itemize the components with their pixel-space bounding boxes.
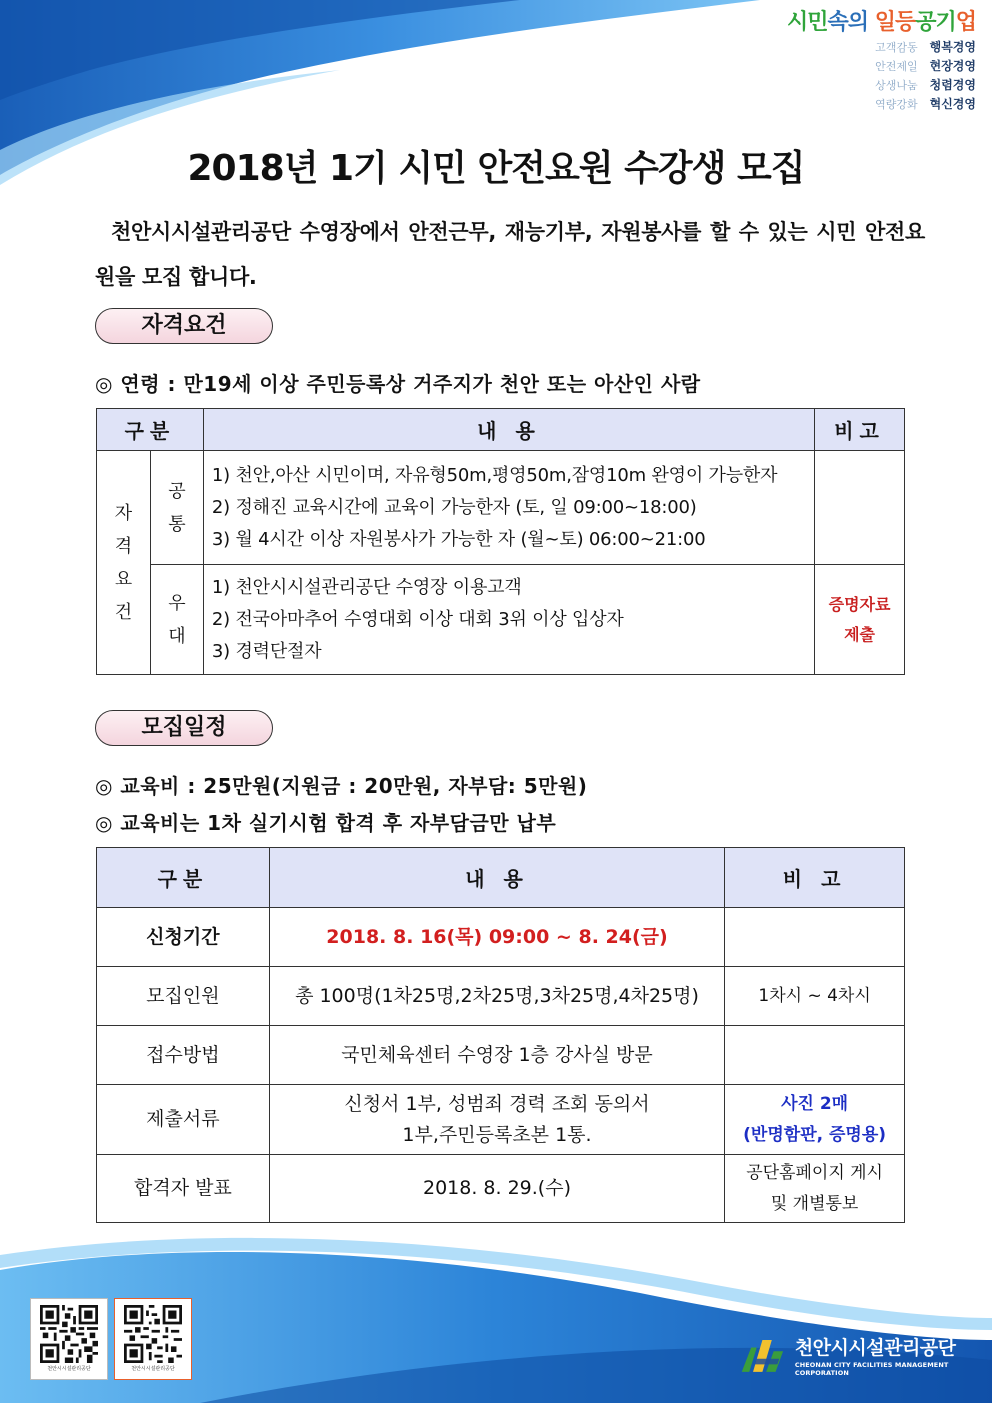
slogan-row [787, 76, 976, 95]
row-label-char: 통 [168, 513, 186, 535]
slogan-sub: 고객감동 [875, 41, 918, 54]
row-content [269, 967, 724, 1026]
list-item: 2) 정해진 교육시간에 교육이 가능한자 (토, 일 09:00~18:00) [211, 496, 697, 518]
logo-name-english: CHEONAN CITY FACILITIES MANAGEMENT CORPORATION [794, 1361, 949, 1377]
row-label: 접수방법 [97, 1026, 270, 1085]
row-label: 합격자 발표 [97, 1155, 270, 1223]
fee-info: ◎ 교육비 : 25만원(지원금 : 20만원, 자부담: 5만원) [95, 774, 588, 798]
row-note [815, 565, 905, 675]
intro-text: 천안시시설관리공단 수영장에서 안전근무, 재능기부, 자원봉사를 할 수 있는 시민 안전요원을 모집 합니다. [95, 220, 925, 289]
qr-code-1[interactable] [30, 1298, 108, 1380]
row-label-preferred [150, 565, 203, 675]
note-line: 증명자료 [828, 594, 891, 614]
header-content: 내 용 [203, 409, 814, 451]
table-row [97, 1155, 905, 1223]
slogan-row [787, 57, 976, 76]
row-label-char: 공 [168, 480, 186, 502]
header-note: 비 고 [725, 848, 905, 908]
slogan-value: 현장경영 [929, 59, 976, 73]
schedule-table [96, 847, 905, 1223]
row-content [269, 1155, 724, 1223]
slogan-sub: 상생나눔 [875, 79, 918, 92]
table-row [97, 565, 905, 675]
table-header-row [97, 848, 905, 908]
header-category: 구분 [97, 409, 204, 451]
slogan-block [787, 8, 976, 114]
table-row [97, 908, 905, 967]
qr-code-icon [37, 1305, 101, 1363]
row-note [725, 1085, 905, 1155]
content-line: 2018. 8. 16(목) 09:00 ~ 8. 24(금) [326, 925, 668, 948]
slogan-main [787, 8, 976, 38]
slogan-part: 시민 [787, 10, 828, 35]
organization-logo [738, 1333, 992, 1377]
section-heading-qualifications: 자격요건 [95, 308, 273, 344]
group-label-char: 자 [114, 502, 133, 524]
content-line: 1부,주민등록초본 1통. [402, 1123, 592, 1146]
row-label-char: 우 [168, 592, 186, 614]
logo-name-korean: 천안시시설관리공단 [794, 1337, 956, 1359]
slogan-value: 청렴경영 [929, 78, 976, 92]
logo-text [795, 1333, 992, 1377]
note-line: (반명함판, 증명용) [743, 1124, 887, 1145]
row-note [725, 967, 905, 1026]
qr-code-icon [121, 1305, 185, 1363]
group-label-char: 격 [114, 535, 133, 557]
qr-caption: 천안시시설관리공단 [131, 1366, 175, 1372]
list-item: 2) 전국아마추어 수영대회 이상 대회 3위 이상 입상자 [211, 608, 624, 630]
qr-caption: 천안시시설관리공단 [47, 1366, 91, 1372]
row-label-common [150, 451, 203, 565]
row-label-char: 대 [168, 625, 186, 647]
row-note [725, 1155, 905, 1223]
note-line: 및 개별통보 [770, 1193, 859, 1214]
slogan-part: 업 [955, 10, 976, 35]
table-row [97, 1026, 905, 1085]
table-row [97, 451, 905, 565]
content-line: 2018. 8. 29.(수) [422, 1177, 571, 1199]
slogan-row [787, 38, 976, 57]
table-row [97, 1085, 905, 1155]
row-label: 제출서류 [97, 1085, 270, 1155]
content-line: 총 100명(1차25명,2차25명,3차25명,4차25명) [295, 984, 699, 1007]
table-row [97, 967, 905, 1026]
slogan-value: 행복경영 [929, 40, 976, 54]
qr-code-2[interactable] [114, 1298, 192, 1380]
note-line: 공단홈페이지 게시 [746, 1162, 883, 1183]
row-note [815, 451, 905, 565]
row-label: 신청기간 [97, 908, 270, 967]
list-item: 1) 천안,아산 시민이며, 자유형50m,평영50m,잠영10m 완영이 가능한자 [211, 464, 778, 486]
row-note [725, 1026, 905, 1085]
group-label [97, 451, 151, 675]
slogan-row [787, 95, 976, 114]
list-item: 1) 천안시시설관리공단 수영장 이용고객 [211, 576, 522, 598]
row-note [725, 908, 905, 967]
header-category: 구분 [97, 848, 270, 908]
row-content [269, 1026, 724, 1085]
common-requirements [203, 451, 814, 565]
row-content [269, 1085, 724, 1155]
row-content [269, 908, 724, 967]
table-header-row [97, 409, 905, 451]
section-heading-schedule: 모집일정 [95, 710, 273, 746]
list-item: 3) 월 4시간 이상 자원봉사가 가능한 자 (월~토) 06:00~21:00 [211, 528, 706, 550]
list-item: 3) 경력단절자 [211, 640, 322, 662]
slogan-part: 일등 [874, 10, 916, 35]
row-label: 모집인원 [97, 967, 270, 1026]
page-title: 2018년 1기 시민 안전요원 수강생 모집 [187, 148, 805, 189]
group-label-char: 건 [114, 601, 133, 623]
organization-emblem-icon [738, 1333, 787, 1377]
slogan-part: 공기 [915, 10, 956, 35]
slogan-part: 속의 [827, 10, 875, 35]
note-line: 1차시 ~ 4차시 [758, 985, 871, 1006]
qualifications-table [96, 408, 905, 675]
note-line: 제출 [844, 624, 875, 644]
slogan-sub: 안전제일 [875, 60, 918, 73]
age-requirement: ◎ 연령 : 만19세 이상 주민등록상 거주지가 천안 또는 아산인 사람 [95, 372, 701, 396]
group-label-char: 요 [114, 568, 133, 590]
header-content: 내 용 [269, 848, 724, 908]
slogan-sub: 역량강화 [875, 98, 918, 111]
slogan-value: 혁신경영 [929, 97, 976, 111]
note-line: 사진 2매 [781, 1093, 849, 1114]
content-line: 신청서 1부, 성범죄 경력 조회 동의서 [344, 1092, 650, 1115]
preferred-requirements [203, 565, 814, 675]
fee-payment-info: ◎ 교육비는 1차 실기시험 합격 후 자부담금만 납부 [95, 811, 557, 835]
content-line: 국민체육센터 수영장 1층 강사실 방문 [341, 1043, 653, 1066]
header-note: 비고 [815, 409, 905, 451]
